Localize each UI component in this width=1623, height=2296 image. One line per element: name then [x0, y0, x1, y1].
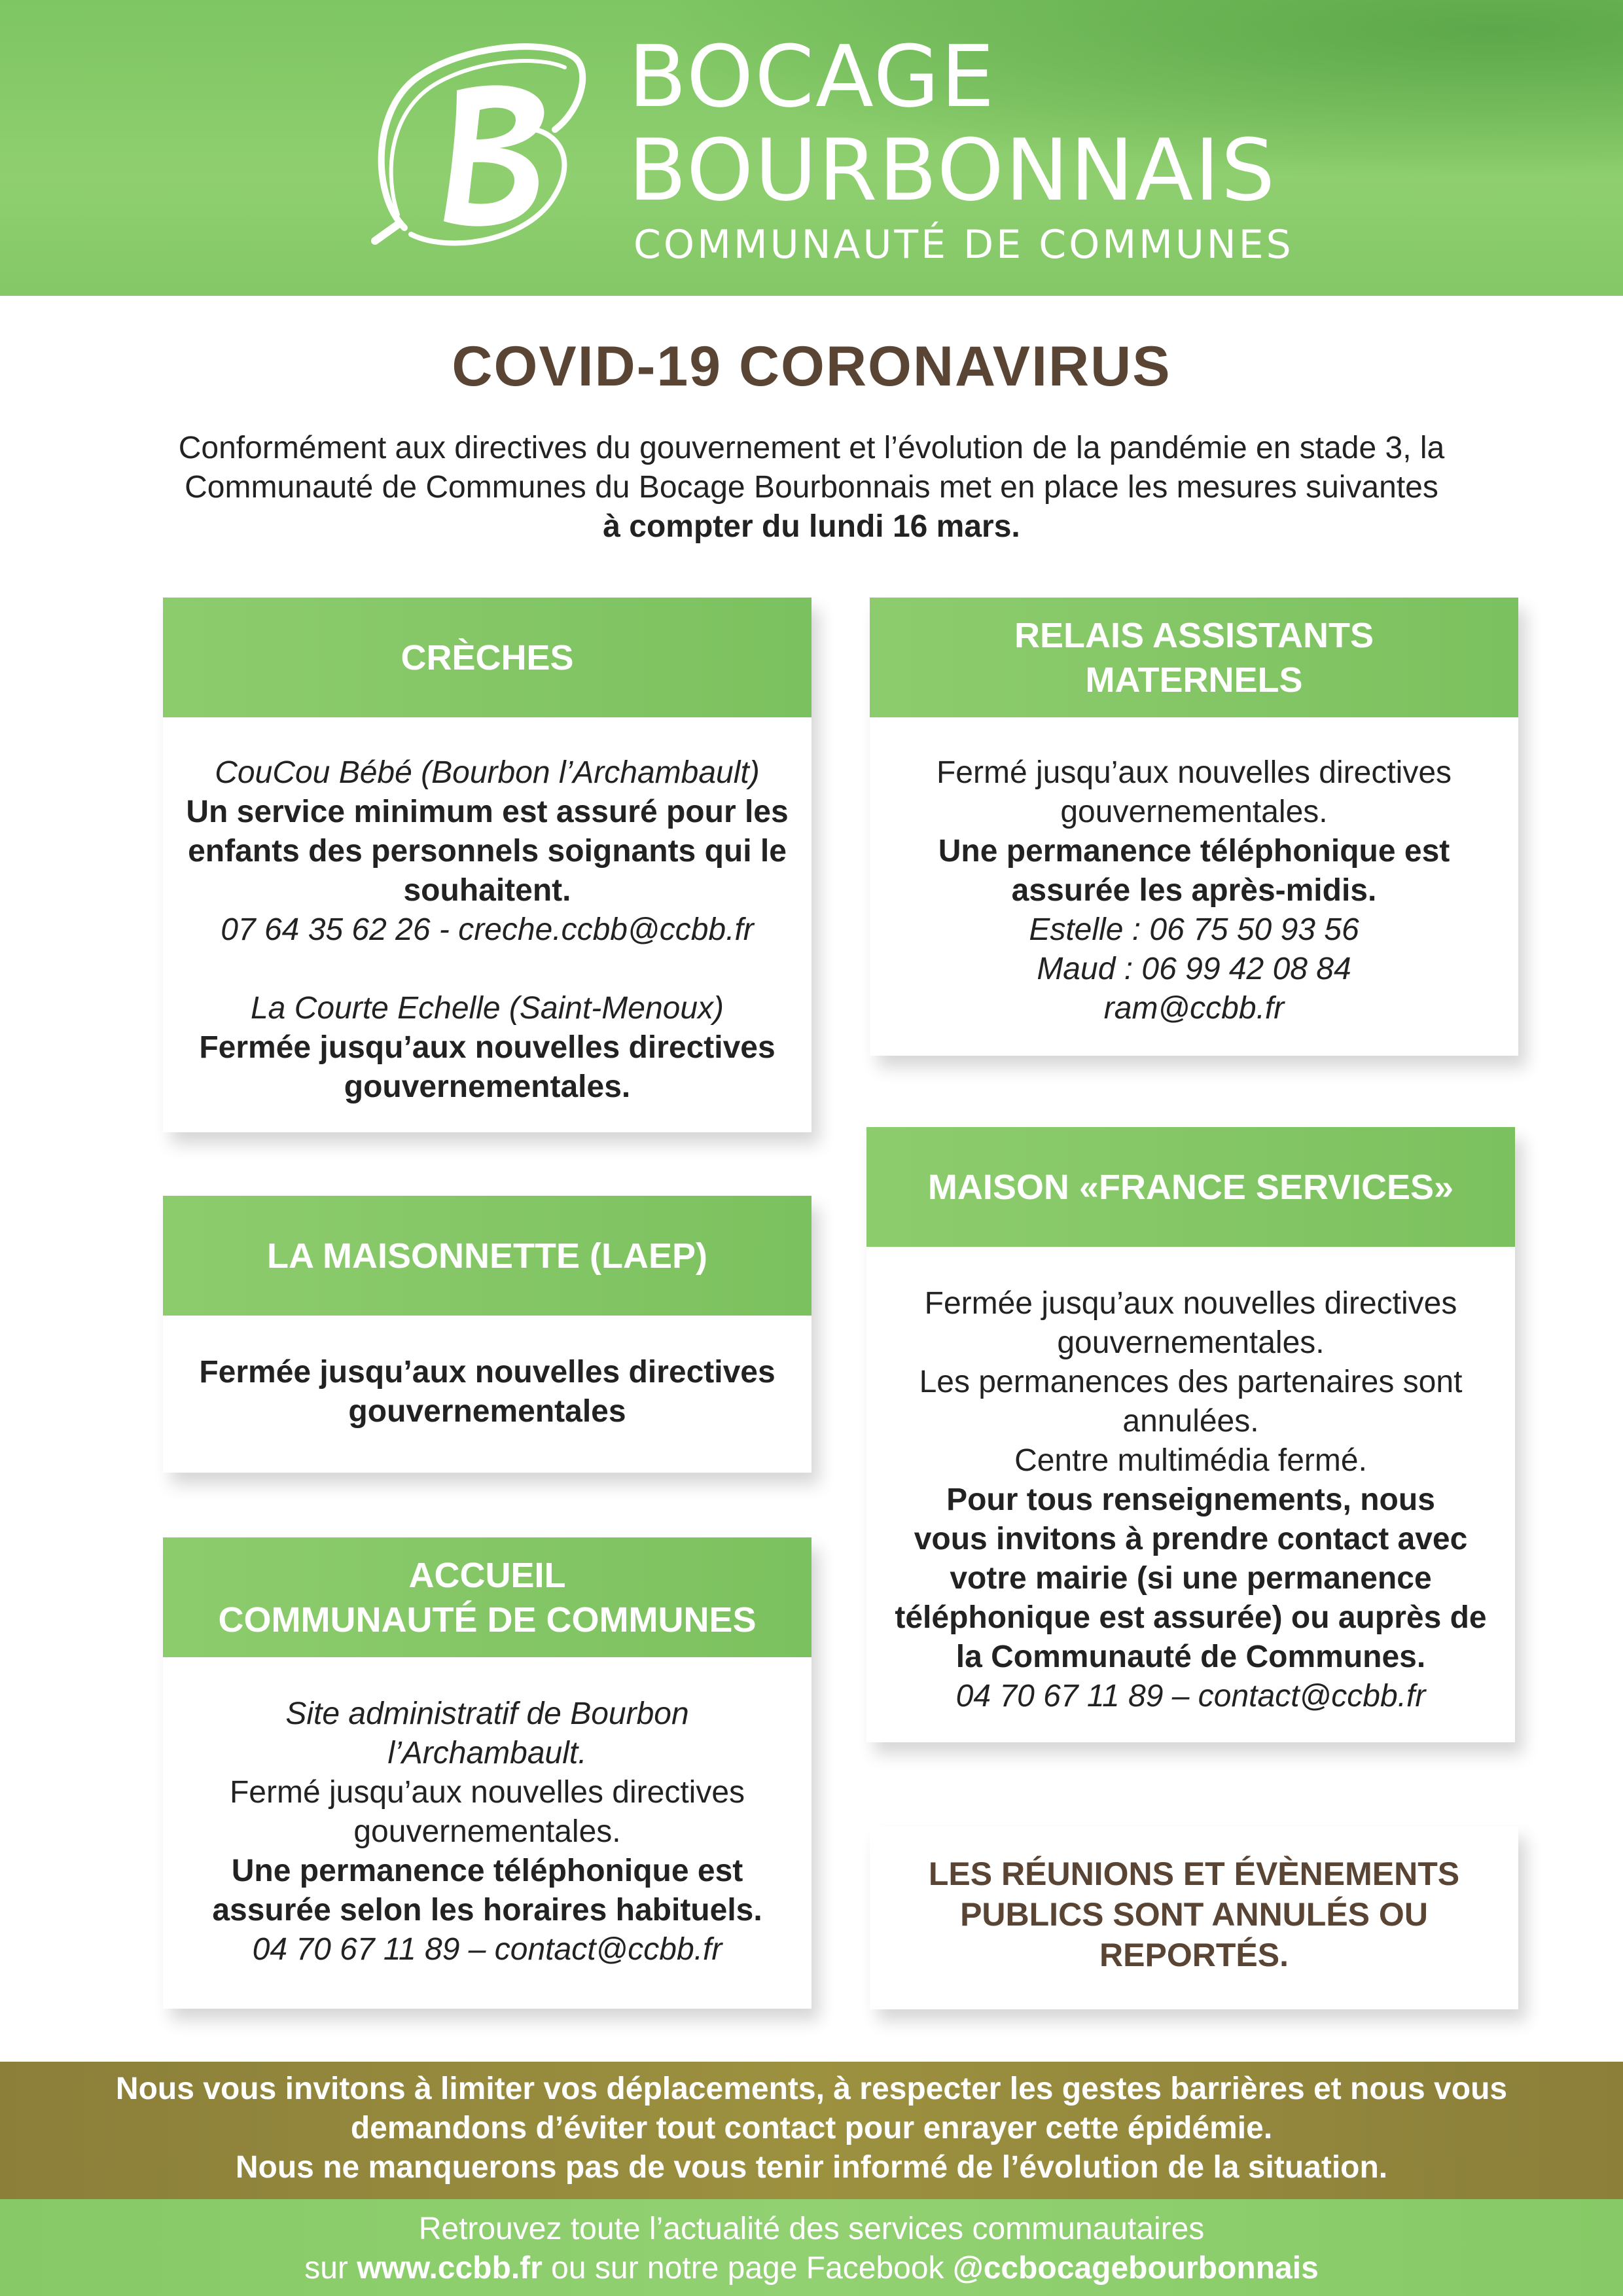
site-name: La Courte Echelle (Saint-Menoux): [250, 991, 724, 1026]
contact-info: 04 70 67 11 89 – contact@ccbb.fr: [252, 1932, 722, 1967]
footer-links-band: [0, 2199, 1623, 2296]
footer-notice-line: demandons d’éviter tout contact pour enrayer cette épidémie.: [350, 2111, 1273, 2145]
card-accueil-communaute: [163, 1537, 812, 2009]
card-text: Fermé jusqu’aux nouvelles directives: [936, 755, 1452, 790]
brand-name-line1: BOCAGE: [628, 27, 996, 126]
card-events-cancelled: [870, 1826, 1518, 2009]
card-text: Fermée jusqu’aux nouvelles directives: [199, 1030, 776, 1065]
card-text: gouvernementales.: [344, 1069, 631, 1104]
card-text: Fermée jusqu’aux nouvelles directives: [924, 1286, 1457, 1321]
card-text: gouvernementales.: [1057, 1325, 1325, 1360]
card-heading: MAISON «FRANCE SERVICES»: [866, 1127, 1515, 1247]
card-text: annulées.: [1122, 1404, 1259, 1439]
card-text: Une permanence téléphonique est: [938, 834, 1450, 869]
card-heading-line: ACCUEIL: [408, 1555, 566, 1595]
footer-links-line: [0, 2249, 1623, 2288]
footer-text: ou sur notre page Facebook: [542, 2251, 953, 2286]
bocage-logo-icon: [359, 31, 594, 260]
card-text: assurée selon les horaires habituels.: [212, 1893, 762, 1928]
card-heading: LA MAISONNETTE (LAEP): [163, 1196, 812, 1316]
card-text: la Communauté de Communes.: [955, 1640, 1426, 1674]
card-creches: [163, 598, 812, 1132]
card-body: [866, 1284, 1515, 1716]
header-banner: [0, 0, 1623, 296]
card-text: Fermé jusqu’aux nouvelles directives: [229, 1775, 745, 1810]
facebook-link[interactable]: @ccbocagebourbonnais: [952, 2251, 1319, 2286]
card-text: Un service minimum est assuré pour les: [186, 795, 789, 829]
footer-notice-line: Nous ne manquerons pas de vous tenir informé de l’évolution de la situation.: [235, 2150, 1388, 2185]
site-name: l’Archambault.: [387, 1736, 587, 1770]
notice-text: PUBLICS SONT ANNULÉS OU: [960, 1896, 1428, 1933]
card-text: gouvernementales.: [1060, 795, 1328, 829]
card-heading: CRÈCHES: [163, 598, 812, 717]
card-text: assurée les après-midis.: [1011, 873, 1377, 908]
intro-date: à compter du lundi 16 mars.: [603, 509, 1020, 544]
contact-info: Estelle : 06 75 50 93 56: [1029, 912, 1359, 947]
card-text: Les permanences des partenaires sont: [919, 1365, 1463, 1399]
card-body: [163, 1695, 812, 1969]
footer-text: sur: [304, 2251, 357, 2286]
footer-notice-line: Nous vous invitons à limiter vos déplacements, à respecter les gestes barrières et nous vous: [115, 2072, 1508, 2106]
notice-text: REPORTÉS.: [1099, 1937, 1289, 1973]
card-text: enfants des personnels soignants qui le: [188, 834, 787, 869]
card-text: Centre multimédia fermé.: [1014, 1443, 1367, 1478]
card-maison-france-services: [866, 1127, 1515, 1742]
website-link[interactable]: www.ccbb.fr: [357, 2251, 543, 2286]
card-text: votre mairie (si une permanence: [950, 1561, 1432, 1596]
contact-info: Maud : 06 99 42 08 84: [1037, 952, 1351, 986]
card-text: Pour tous renseignements, nous: [946, 1482, 1435, 1517]
footer-notice-band: [0, 2062, 1623, 2199]
site-name: CouCou Bébé (Bourbon l’Archambault): [215, 755, 760, 790]
notice-text: LES RÉUNIONS ET ÉVÈNEMENTS: [928, 1856, 1460, 1892]
card-heading-line: RELAIS ASSISTANTS: [1014, 615, 1374, 655]
page-title: COVID-19 CORONAVIRUS: [452, 335, 1171, 398]
contact-email: ram@ccbb.fr: [1103, 991, 1285, 1026]
card-heading: [870, 598, 1518, 717]
card-body: [163, 753, 812, 1107]
intro-line: Conformément aux directives du gouvernement et l’évolution de la pandémie en stade 3, la: [178, 431, 1445, 465]
card-text: Fermée jusqu’aux nouvelles directives: [199, 1355, 776, 1390]
card-text: Une permanence téléphonique est: [231, 1854, 743, 1888]
card-la-maisonnette: [163, 1196, 812, 1473]
intro-line: Communauté de Communes du Bocage Bourbonnais met en place les mesures suivantes: [185, 470, 1438, 505]
intro-paragraph: [118, 429, 1505, 547]
brand-subtitle: COMMUNAUTÉ DE COMMUNES: [633, 222, 1294, 268]
site-name: Site administratif de Bourbon: [285, 1696, 689, 1731]
card-relais-assistants-maternels: [870, 598, 1518, 1056]
card-text: souhaitent.: [403, 873, 571, 908]
card-heading-line: COMMUNAUTÉ DE COMMUNES: [218, 1600, 757, 1640]
footer-links-line: Retrouvez toute l’actualité des services communautaires: [418, 2212, 1205, 2246]
contact-info: 07 64 35 62 26 - creche.ccbb@ccbb.fr: [221, 912, 754, 947]
card-body: [870, 753, 1518, 1028]
card-body: [163, 1353, 812, 1431]
card-text: vous invitons à prendre contact avec: [914, 1522, 1468, 1556]
card-heading: [163, 1537, 812, 1657]
card-text: téléphonique est assurée) ou auprès de: [895, 1600, 1487, 1635]
card-body: [870, 1854, 1518, 1975]
brand-name-line2: BOURBONNAIS: [628, 120, 1277, 220]
card-text: gouvernementales: [348, 1394, 626, 1429]
card-text: gouvernementales.: [353, 1814, 621, 1849]
card-heading-line: MATERNELS: [1085, 660, 1303, 700]
contact-info: 04 70 67 11 89 – contact@ccbb.fr: [955, 1679, 1426, 1713]
